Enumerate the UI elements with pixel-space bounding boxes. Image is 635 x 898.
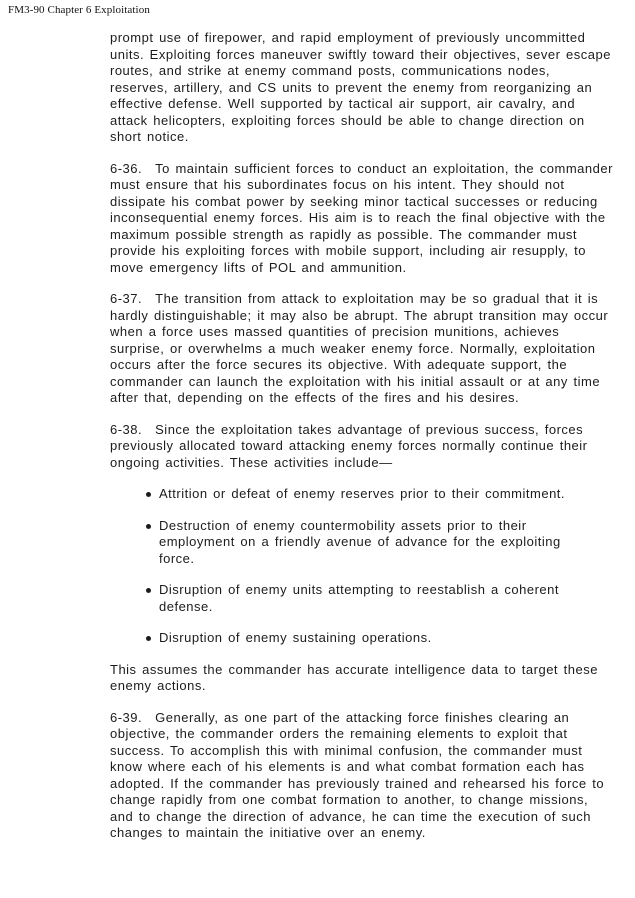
- list-item: [146, 630, 576, 647]
- paragraph-number: 6-39.: [110, 709, 143, 725]
- list-item: [146, 518, 576, 568]
- paragraph-6-37: [110, 291, 613, 407]
- paragraph-6-36: [110, 161, 613, 277]
- paragraph-number: 6-38.: [110, 421, 143, 437]
- list-item: [146, 486, 576, 503]
- paragraph-text: Generally, as one part of the attacking force finishes clearing an objective, the commander orders the remaining elements to exploit that success. To accomplish this with minimal confusion, the commander must know where each of his elements is and what combat formation each has adopted. If the commander has previously trained and rehearsed his force to change rapidly from one combat formation to another, to change missions, and to change the direction of advance, he can time the execution of such changes to maintain the initiative over an enemy.: [110, 709, 605, 840]
- bullet-icon: [146, 636, 151, 641]
- paragraph-number: 6-37.: [110, 291, 143, 306]
- paragraph-intro: prompt use of firepower, and rapid employment of previously uncommitted units. Exploiting forces maneuver swiftly toward their objectives, sever escape routes, and strike at enemy command posts, communications nodes, reserves, artillery, and CS units to prevent the enemy from reorganizing an effective defense. Well supported by tactical air support, air cavalry, and attack helicopters, exploiting forces should be able to change direction on short notice.: [110, 30, 611, 144]
- paragraph-number: 6-36.: [110, 160, 143, 176]
- paragraph-text: To maintain sufficient forces to conduct an exploitation, the commander must ensure that his subordinates focus on his intent. They should not dissipate his combat power by seeking minor tactical successes or reducing inconsequential enemy forces. His aim is to reach the final objective with the maximum possible strength as rapidly as possible. The commander must provide his exploiting forces with mobile support, including air resupply, to move emergency lifts of POL and ammunition.: [110, 160, 613, 275]
- document-body: [110, 30, 613, 842]
- list-item-text: Disruption of enemy sustaining operations.: [159, 630, 432, 645]
- activities-list: [146, 486, 613, 647]
- paragraph-text: The transition from attack to exploitation may be so gradual that it is hardly distinguishable; it may also be abrupt. The abrupt transition may occur when a force uses massed quantities of precision munitions, achieves surprise, or overwhelms a much weaker enemy force. Normally, exploitation occurs after the force secures its objective. With adequate support, the commander can launch the exploitation with his initial assault or at any time after that, depending on the effects of the fires and his desires.: [110, 291, 609, 405]
- paragraph-text: Since the exploitation takes advantage of previous success, forces previously allocated toward attacking enemy forces normally continue their ongoing activities. These activities include—: [110, 421, 588, 470]
- bullet-icon: [146, 492, 151, 497]
- paragraph-6-38: [110, 422, 613, 472]
- list-item-text: Destruction of enemy countermobility assets prior to their employment on a friendly avenue of advance for the exploiting force.: [159, 517, 561, 566]
- list-item-text: Disruption of enemy units attempting to reestablish a coherent defense.: [159, 582, 559, 614]
- list-item: [146, 582, 576, 615]
- list-item-text: Attrition or defeat of enemy reserves prior to their commitment.: [159, 486, 566, 501]
- page-header: FM3-90 Chapter 6 Exploitation: [8, 4, 150, 16]
- paragraph-6-39: [110, 710, 613, 842]
- bullet-icon: [146, 588, 151, 593]
- paragraph-assumes: This assumes the commander has accurate intelligence data to target these enemy actions.: [110, 661, 598, 693]
- bullet-icon: [146, 524, 151, 529]
